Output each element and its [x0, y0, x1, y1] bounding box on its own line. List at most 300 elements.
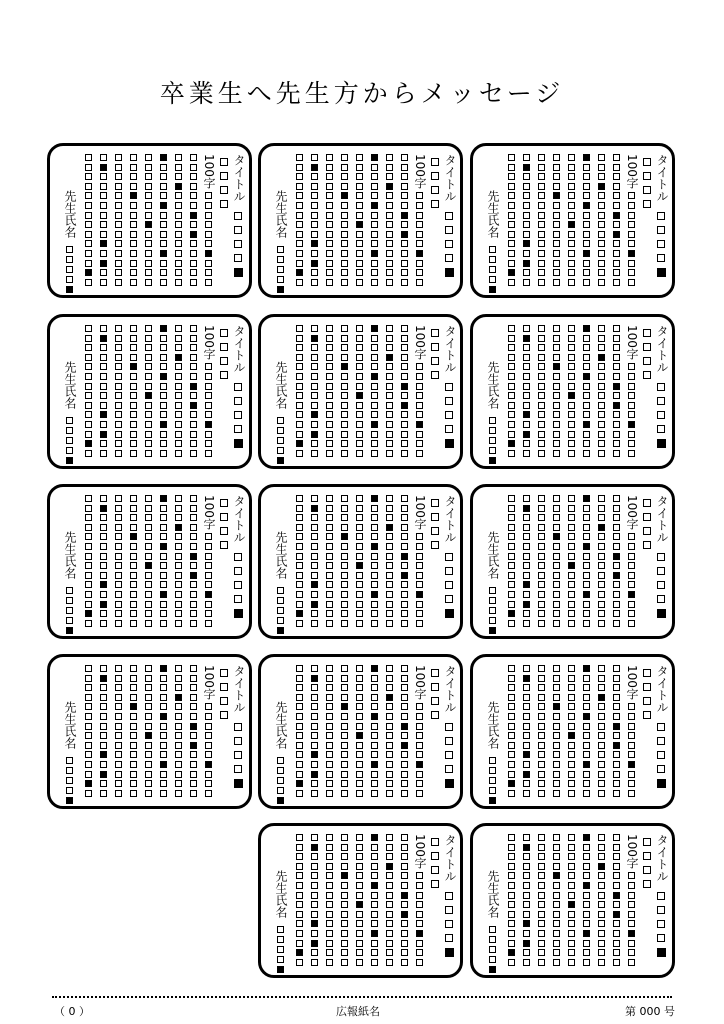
message-grid-box	[130, 440, 137, 447]
message-grid-box	[341, 675, 348, 682]
message-grid-box	[538, 431, 545, 438]
message-grid-box	[583, 901, 590, 908]
message-grid-box	[341, 940, 348, 947]
message-grid-box	[311, 790, 318, 797]
message-grid-box	[130, 742, 137, 749]
teacher-name-box	[66, 447, 73, 454]
message-grid-box	[296, 872, 303, 879]
message-grid-box	[508, 325, 515, 332]
title-label: タイトル	[232, 495, 246, 543]
message-grid-box	[386, 920, 393, 927]
char-count-label: 100字	[413, 325, 427, 360]
message-grid-box	[130, 279, 137, 286]
message-grid-box	[508, 844, 515, 851]
message-grid-box	[416, 363, 423, 370]
message-grid-box	[311, 192, 318, 199]
message-grid-box	[175, 732, 182, 739]
message-grid-box	[85, 505, 92, 512]
teacher-name-box	[489, 607, 496, 614]
message-grid-box	[416, 723, 423, 730]
title-box	[657, 920, 665, 928]
message-grid-box	[311, 610, 318, 617]
teacher-name-box	[277, 956, 284, 963]
message-grid-box	[205, 212, 212, 219]
message-grid-box	[175, 173, 182, 180]
message-grid-box	[613, 844, 620, 851]
message-grid-box	[386, 231, 393, 238]
message-grid-box	[386, 703, 393, 710]
message-grid-box	[401, 440, 408, 447]
message-grid-box	[371, 543, 378, 550]
message-grid-box	[130, 505, 137, 512]
message-grid-box	[553, 421, 560, 428]
message-grid-box	[523, 853, 530, 860]
message-grid-box	[296, 183, 303, 190]
message-grid-box	[145, 742, 152, 749]
message-grid-box	[401, 844, 408, 851]
message-grid-box	[311, 505, 318, 512]
message-grid-box	[386, 872, 393, 879]
message-grid-box	[85, 732, 92, 739]
message-grid-box	[508, 524, 515, 531]
message-grid-box	[115, 495, 122, 502]
message-grid-box	[100, 732, 107, 739]
message-grid-box	[160, 212, 167, 219]
message-grid-box	[160, 260, 167, 267]
message-grid-box	[145, 192, 152, 199]
message-grid-box	[175, 581, 182, 588]
message-grid-box	[523, 183, 530, 190]
message-grid-box	[538, 620, 545, 627]
message-grid-box	[190, 221, 197, 228]
message-grid-box	[583, 553, 590, 560]
message-grid-box	[326, 533, 333, 540]
message-grid-box	[553, 949, 560, 956]
message-grid-box	[386, 844, 393, 851]
message-grid-box	[371, 269, 378, 276]
message-grid-box	[326, 260, 333, 267]
message-grid-box	[341, 212, 348, 219]
teacher-name-box	[489, 417, 496, 424]
teacher-name-box	[277, 617, 284, 624]
title-box	[657, 240, 665, 248]
message-grid-box	[145, 675, 152, 682]
message-grid-box	[386, 863, 393, 870]
message-grid-box	[371, 675, 378, 682]
message-grid-box	[160, 411, 167, 418]
message-grid-box	[190, 173, 197, 180]
message-grid-box	[341, 373, 348, 380]
message-grid-box	[296, 834, 303, 841]
message-grid-box	[553, 514, 560, 521]
message-grid-box	[523, 279, 530, 286]
teacher-name-box	[489, 286, 496, 293]
message-grid-box	[341, 250, 348, 257]
message-grid-box	[341, 402, 348, 409]
message-grid-box	[523, 694, 530, 701]
message-grid-box	[115, 411, 122, 418]
subtitle-box	[220, 200, 228, 208]
message-grid-box	[568, 863, 575, 870]
message-grid-box	[523, 591, 530, 598]
message-grid-box	[326, 834, 333, 841]
message-grid-box	[598, 610, 605, 617]
message-grid-box	[508, 581, 515, 588]
message-grid-box	[341, 882, 348, 889]
message-grid-box	[523, 703, 530, 710]
message-grid-box	[568, 834, 575, 841]
message-grid-box	[598, 335, 605, 342]
message-grid-box	[386, 250, 393, 257]
message-grid-box	[553, 834, 560, 841]
message-grid-box	[508, 684, 515, 691]
message-grid-box	[85, 173, 92, 180]
message-grid-box	[100, 392, 107, 399]
message-grid-box	[85, 675, 92, 682]
message-grid-box	[115, 354, 122, 361]
message-grid-box	[205, 790, 212, 797]
message-grid-box	[628, 562, 635, 569]
message-grid-box	[341, 495, 348, 502]
subtitle-box	[643, 172, 651, 180]
message-grid-box	[341, 610, 348, 617]
message-grid-box	[341, 920, 348, 927]
message-grid-box	[85, 183, 92, 190]
message-grid-box	[598, 325, 605, 332]
message-grid-box	[598, 269, 605, 276]
message-grid-box	[341, 901, 348, 908]
message-grid-box	[371, 411, 378, 418]
message-grid-box	[160, 684, 167, 691]
message-grid-box	[613, 675, 620, 682]
message-grid-box	[598, 572, 605, 579]
message-grid-box	[115, 344, 122, 351]
title-box	[445, 892, 453, 900]
message-grid-box	[401, 790, 408, 797]
message-grid-box	[341, 771, 348, 778]
message-grid-box	[416, 411, 423, 418]
teacher-name-box	[277, 797, 284, 804]
message-grid-box	[583, 354, 590, 361]
message-grid-box	[523, 872, 530, 879]
message-grid-box	[416, 761, 423, 768]
message-grid-box	[175, 450, 182, 457]
message-card	[470, 314, 675, 469]
message-grid-box	[130, 562, 137, 569]
message-grid-box	[598, 732, 605, 739]
message-grid-box	[160, 421, 167, 428]
message-grid-box	[341, 892, 348, 899]
message-grid-box	[130, 581, 137, 588]
message-grid-box	[115, 562, 122, 569]
message-grid-box	[598, 392, 605, 399]
message-grid-box	[628, 703, 635, 710]
message-grid-box	[553, 761, 560, 768]
message-grid-box	[205, 703, 212, 710]
message-grid-box	[145, 431, 152, 438]
message-grid-box	[583, 440, 590, 447]
message-grid-box	[538, 562, 545, 569]
teacher-name-box	[277, 256, 284, 263]
message-grid-box	[583, 751, 590, 758]
message-grid-box	[311, 834, 318, 841]
message-grid-box	[130, 694, 137, 701]
message-grid-box	[568, 505, 575, 512]
subtitle-box	[431, 697, 439, 705]
message-grid-box	[523, 431, 530, 438]
subtitle-box	[431, 838, 439, 846]
message-grid-box	[628, 221, 635, 228]
message-card	[470, 654, 675, 809]
message-grid-box	[311, 164, 318, 171]
message-grid-box	[341, 354, 348, 361]
teacher-name-box	[66, 787, 73, 794]
title-label: タイトル	[655, 325, 669, 373]
message-grid-box	[583, 892, 590, 899]
message-grid-box	[583, 723, 590, 730]
message-grid-box	[356, 505, 363, 512]
message-grid-box	[100, 250, 107, 257]
message-grid-box	[100, 543, 107, 550]
message-grid-box	[401, 192, 408, 199]
message-grid-box	[115, 202, 122, 209]
message-grid-box	[568, 665, 575, 672]
message-grid-box	[85, 154, 92, 161]
message-grid-box	[160, 780, 167, 787]
message-grid-box	[371, 610, 378, 617]
message-grid-box	[523, 354, 530, 361]
teacher-name-box	[66, 797, 73, 804]
title-box	[234, 595, 242, 603]
message-grid-box	[130, 354, 137, 361]
message-grid-box	[401, 591, 408, 598]
message-grid-box	[628, 192, 635, 199]
message-grid-box	[296, 164, 303, 171]
message-grid-box	[326, 392, 333, 399]
message-grid-box	[553, 505, 560, 512]
message-grid-box	[326, 959, 333, 966]
message-grid-box	[613, 221, 620, 228]
message-grid-box	[85, 402, 92, 409]
message-grid-box	[598, 495, 605, 502]
message-grid-box	[508, 694, 515, 701]
message-grid-box	[160, 505, 167, 512]
message-grid-box	[160, 771, 167, 778]
message-grid-box	[311, 882, 318, 889]
message-grid-box	[145, 344, 152, 351]
message-grid-box	[160, 675, 167, 682]
teacher-name-box	[66, 777, 73, 784]
message-grid-box	[628, 269, 635, 276]
title-box	[445, 581, 453, 589]
message-grid-box	[386, 202, 393, 209]
message-grid-box	[386, 620, 393, 627]
message-grid-box	[85, 562, 92, 569]
message-grid-box	[175, 363, 182, 370]
message-grid-box	[130, 572, 137, 579]
message-grid-box	[598, 959, 605, 966]
char-count-label: 100字	[625, 834, 639, 869]
message-grid-box	[628, 572, 635, 579]
message-grid-box	[598, 853, 605, 860]
subtitle-box	[643, 683, 651, 691]
message-grid-box	[598, 771, 605, 778]
message-grid-box	[175, 373, 182, 380]
message-grid-box	[416, 790, 423, 797]
message-grid-box	[296, 863, 303, 870]
message-grid-box	[613, 901, 620, 908]
message-grid-box	[296, 949, 303, 956]
title-box	[234, 268, 243, 277]
message-grid-box	[311, 363, 318, 370]
message-grid-box	[296, 892, 303, 899]
message-grid-box	[416, 392, 423, 399]
message-grid-box	[508, 853, 515, 860]
message-grid-box	[583, 780, 590, 787]
message-grid-box	[416, 930, 423, 937]
message-grid-box	[613, 325, 620, 332]
message-grid-box	[523, 543, 530, 550]
message-grid-box	[553, 524, 560, 531]
message-grid-box	[568, 450, 575, 457]
title-label: タイトル	[232, 154, 246, 202]
message-grid-box	[145, 402, 152, 409]
message-grid-box	[205, 431, 212, 438]
message-grid-box	[613, 601, 620, 608]
title-label: タイトル	[443, 154, 457, 202]
message-grid-box	[568, 853, 575, 860]
message-grid-box	[130, 601, 137, 608]
message-grid-box	[598, 920, 605, 927]
message-grid-box	[371, 440, 378, 447]
message-grid-box	[371, 713, 378, 720]
message-grid-box	[598, 620, 605, 627]
message-grid-box	[553, 920, 560, 927]
message-grid-box	[386, 665, 393, 672]
message-grid-box	[613, 192, 620, 199]
message-grid-box	[598, 562, 605, 569]
message-grid-box	[401, 610, 408, 617]
message-grid-box	[356, 940, 363, 947]
subtitle-box	[431, 527, 439, 535]
message-grid-box	[85, 694, 92, 701]
message-grid-box	[613, 665, 620, 672]
message-grid-box	[341, 732, 348, 739]
message-grid-box	[401, 930, 408, 937]
message-grid-box	[568, 431, 575, 438]
message-grid-box	[583, 202, 590, 209]
message-grid-box	[145, 164, 152, 171]
message-grid-box	[145, 790, 152, 797]
message-grid-box	[115, 684, 122, 691]
message-grid-box	[568, 780, 575, 787]
message-grid-box	[130, 732, 137, 739]
message-grid-box	[371, 620, 378, 627]
message-grid-box	[175, 533, 182, 540]
message-grid-box	[371, 591, 378, 598]
message-grid-box	[583, 240, 590, 247]
message-grid-box	[628, 940, 635, 947]
message-grid-box	[613, 411, 620, 418]
message-grid-box	[401, 173, 408, 180]
message-grid-box	[311, 780, 318, 787]
teacher-name-box	[277, 607, 284, 614]
message-grid-box	[371, 572, 378, 579]
message-grid-box	[568, 231, 575, 238]
message-grid-box	[401, 450, 408, 457]
message-grid-box	[296, 373, 303, 380]
message-grid-box	[326, 212, 333, 219]
message-grid-box	[175, 684, 182, 691]
message-grid-box	[416, 402, 423, 409]
message-grid-box	[115, 732, 122, 739]
message-grid-box	[508, 250, 515, 257]
message-grid-box	[326, 742, 333, 749]
subtitle-box	[643, 541, 651, 549]
message-grid-box	[508, 665, 515, 672]
message-grid-box	[130, 240, 137, 247]
message-grid-box	[356, 335, 363, 342]
message-grid-box	[508, 771, 515, 778]
message-grid-box	[341, 279, 348, 286]
message-grid-box	[371, 751, 378, 758]
message-grid-box	[568, 524, 575, 531]
message-grid-box	[568, 553, 575, 560]
message-grid-box	[508, 431, 515, 438]
message-grid-box	[613, 620, 620, 627]
subtitle-box	[643, 371, 651, 379]
message-grid-box	[583, 402, 590, 409]
message-grid-box	[613, 450, 620, 457]
message-grid-box	[296, 202, 303, 209]
message-grid-box	[538, 723, 545, 730]
message-grid-box	[205, 572, 212, 579]
message-grid-box	[568, 392, 575, 399]
message-grid-box	[100, 790, 107, 797]
message-grid-box	[628, 892, 635, 899]
subtitle-box	[431, 499, 439, 507]
message-grid-box	[100, 610, 107, 617]
message-grid-box	[145, 250, 152, 257]
message-grid-box	[613, 892, 620, 899]
char-count-label: 100字	[202, 495, 216, 530]
message-grid-box	[115, 591, 122, 598]
message-grid-box	[538, 780, 545, 787]
message-grid-box	[553, 533, 560, 540]
message-grid-box	[311, 240, 318, 247]
message-grid-box	[311, 591, 318, 598]
message-grid-box	[356, 421, 363, 428]
message-grid-box	[416, 202, 423, 209]
teacher-name-label: 先生氏名	[63, 361, 77, 409]
message-grid-box	[568, 202, 575, 209]
message-grid-box	[508, 901, 515, 908]
message-grid-box	[568, 949, 575, 956]
message-grid-box	[568, 675, 575, 682]
message-grid-box	[523, 495, 530, 502]
message-grid-box	[371, 920, 378, 927]
message-grid-box	[416, 373, 423, 380]
message-grid-box	[613, 959, 620, 966]
message-grid-box	[100, 505, 107, 512]
char-count-label: 100字	[625, 154, 639, 189]
message-grid-box	[85, 771, 92, 778]
teacher-name-box	[66, 417, 73, 424]
message-grid-box	[311, 911, 318, 918]
message-grid-box	[130, 392, 137, 399]
message-grid-box	[356, 514, 363, 521]
message-grid-box	[296, 543, 303, 550]
